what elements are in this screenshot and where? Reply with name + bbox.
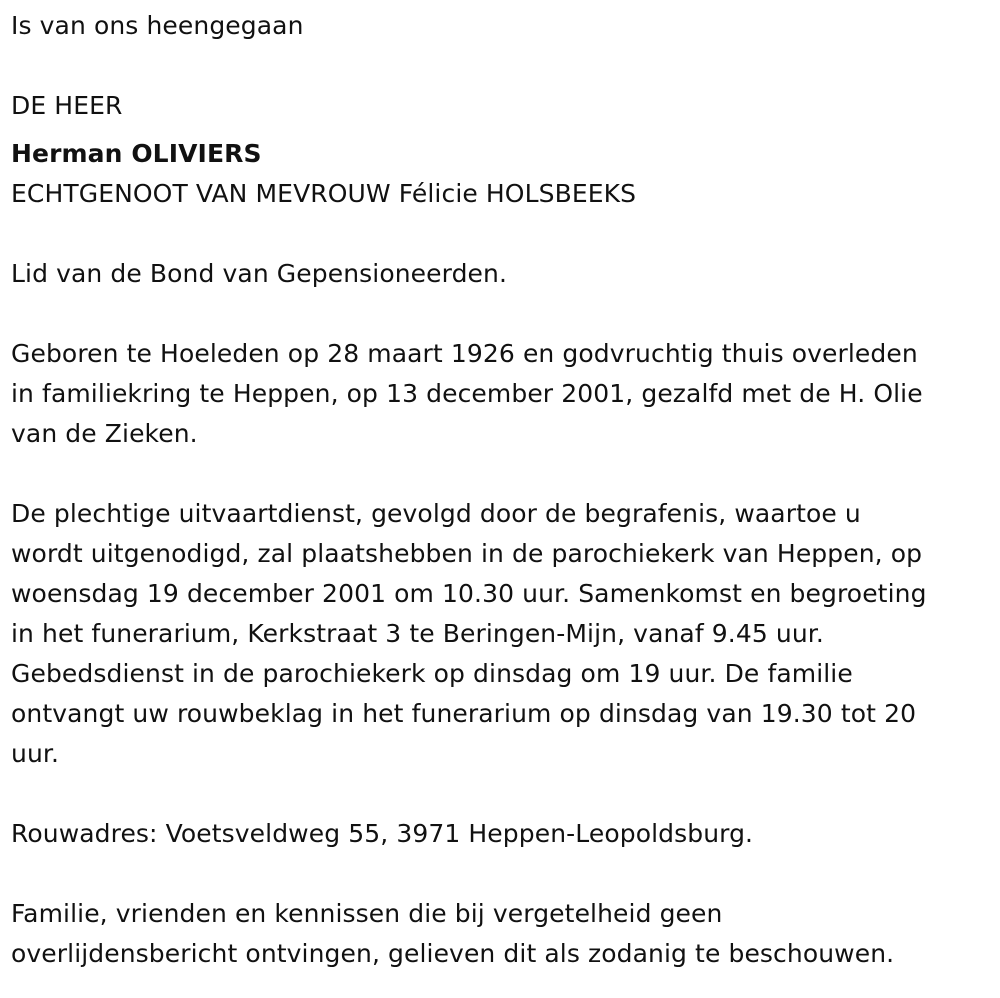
spacer (11, 214, 986, 254)
paragraph-line: Geboren te Hoeleden op 28 maart 1926 en godvruchtig thuis overleden (11, 339, 918, 368)
spacer (11, 126, 986, 134)
paragraph-line: woensdag 19 december 2001 om 10.30 uur. Samenkomst en begroeting (11, 579, 927, 608)
paragraph-line: van de Zieken. (11, 419, 198, 448)
obituary-notice (11, 6, 986, 974)
spacer (11, 854, 986, 894)
spacer (11, 454, 986, 494)
paragraph-line: ontvangt uw rouwbeklag in het funerarium op dinsdag van 19.30 tot 20 (11, 699, 917, 728)
paragraph-line: uur. (11, 739, 60, 768)
deceased-name: Herman OLIVIERS (11, 139, 262, 168)
paragraph-line: wordt uitgenodigd, zal plaatshebben in de parochiekerk van Heppen, op (11, 539, 923, 568)
honorific-title: DE HEER (11, 91, 123, 120)
closing-paragraph (11, 894, 986, 974)
mourning-address: Rouwadres: Voetsveldweg 55, 3971 Heppen-Leopoldsburg. (11, 819, 754, 848)
birth-death-paragraph (11, 334, 986, 454)
intro-text: Is van ons heengegaan (11, 11, 304, 40)
funeral-paragraph (11, 494, 986, 774)
spouse-line: ECHTGENOOT VAN MEVROUW Félicie HOLSBEEKS (11, 179, 637, 208)
paragraph-line: De plechtige uitvaartdienst, gevolgd door de begrafenis, waartoe u (11, 499, 861, 528)
paragraph-line: in het funerarium, Kerkstraat 3 te Beringen-Mijn, vanaf 9.45 uur. (11, 619, 824, 648)
spacer (11, 774, 986, 814)
paragraph-line: overlijdensbericht ontvingen, gelieven dit als zodanig te beschouwen. (11, 939, 895, 968)
paragraph-line: in familiekring te Heppen, op 13 december 2001, gezalfd met de H. Olie (11, 379, 923, 408)
membership-text: Lid van de Bond van Gepensioneerden. (11, 259, 508, 288)
spacer (11, 46, 986, 86)
paragraph-line: Gebedsdienst in de parochiekerk op dinsdag om 19 uur. De familie (11, 659, 853, 688)
paragraph-line: Familie, vrienden en kennissen die bij vergetelheid geen (11, 899, 723, 928)
spacer (11, 294, 986, 334)
